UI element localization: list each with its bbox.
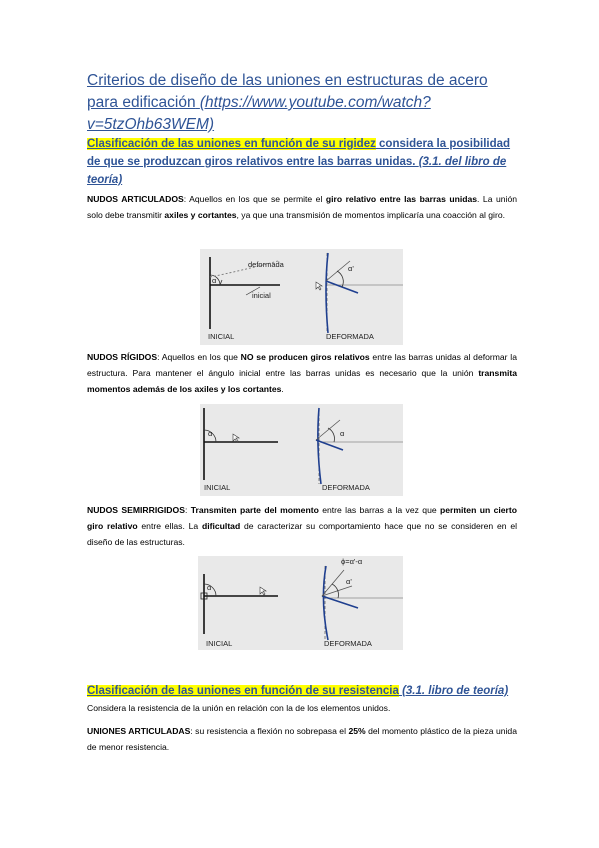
phi-formula-label: ϕ=α'-α <box>341 557 363 566</box>
text: entre ellas. La <box>137 521 203 531</box>
text: del momento plástico de la pieza unida de menor resistencia. <box>87 726 517 752</box>
paragraph-nudos-articulados <box>87 191 517 223</box>
text: . <box>281 384 284 394</box>
section-heading-ref: (3.1. del libro de teoría) <box>87 156 507 186</box>
text: : <box>184 505 191 515</box>
section-heading-rigidez <box>87 135 517 189</box>
alpha-label: α <box>207 583 212 592</box>
caption-deformada: DEFORMADA <box>326 332 374 341</box>
paragraph-nudos-semirrigidos <box>87 502 517 550</box>
alpha-label: α <box>340 429 345 438</box>
bold-text: dificultad <box>202 521 241 531</box>
caption-deformada: DEFORMADA <box>324 639 372 648</box>
text: . La unión solo debe transmitir <box>87 194 517 220</box>
deformada-label: deformada <box>248 260 284 269</box>
bold-text: Transmiten parte del momento <box>190 505 319 515</box>
section-heading-highlight: Clasificación de las uniones en función de su rigidez <box>87 138 376 150</box>
inicial-label: inicial <box>252 291 271 300</box>
alpha-prime-label: α' <box>346 577 352 586</box>
caption-deformada: DEFORMADA <box>322 483 370 492</box>
page-title <box>87 70 517 136</box>
section-heading-ref: (3.1. libro de teoría) <box>402 685 509 697</box>
figure-nudo-articulado <box>200 249 403 345</box>
text: : su resistencia a flexión no sobrepasa el <box>190 726 349 736</box>
paragraph-resistencia-intro: Considera la resistencia de la unión en relación con la de los elementos unidos. <box>87 703 391 713</box>
caption-inicial: INICIAL <box>206 639 233 648</box>
bold-text: giro relativo entre las barras unidas <box>325 194 478 204</box>
bold-text: axiles y cortantes <box>164 210 237 220</box>
label-nudos-articulados: NUDOS ARTICULADOS <box>87 194 184 204</box>
alpha-label: α <box>212 276 217 285</box>
figure-nudo-rigido <box>200 404 403 496</box>
video-link[interactable]: (https://www.youtube.com/watch?v=5tzOhb63WEM) <box>87 94 431 133</box>
alpha-label: α <box>208 429 213 438</box>
section-heading-resistencia <box>87 682 517 700</box>
caption-inicial: INICIAL <box>204 483 231 492</box>
label-uniones-articuladas: UNIONES ARTICULADAS <box>87 726 191 736</box>
paragraph-uniones-articuladas <box>87 723 517 755</box>
text: entre las barras unidas al deformar la estructura. Para mantener el ángulo inicial entre las barras unidas es necesario que la unión <box>87 352 517 378</box>
paragraph-nudos-rigidos <box>87 349 517 397</box>
text: de caracterizar su comportamiento hace que no se consideren en el diseño de las estructuras. <box>87 521 518 547</box>
alpha-prime-label: α' <box>348 264 354 273</box>
bold-text: 25% <box>348 726 366 736</box>
text: : Aquellos en los que <box>157 352 241 362</box>
bold-text: transmita momentos además de los axiles y los cortantes <box>87 368 517 394</box>
figure-nudo-semirrigido <box>198 556 403 650</box>
title-text: Criterios de diseño de las uniones en estructuras de acero para edificación <box>87 72 488 111</box>
label-nudos-semirrigidos: NUDOS SEMIRRIGIDOS <box>87 505 185 515</box>
text: entre las barras a la vez que <box>318 505 441 515</box>
label-nudos-rigidos: NUDOS RÍGIDOS <box>87 352 158 362</box>
caption-inicial: INICIAL <box>208 332 235 341</box>
text: , ya que una transmisión de momentos implicaría una coacción al giro. <box>236 210 505 220</box>
section-heading-highlight: Clasificación de las uniones en función de su resistencia <box>87 685 399 697</box>
bold-text: NO se producen giros relativos <box>240 352 370 362</box>
section-heading-rest: considera la posibilidad de que se produzcan giros relativos entre las barras unidas. <box>87 138 511 168</box>
bold-text: permiten un cierto giro relativo <box>87 505 517 531</box>
text: : Aquellos en los que se permite el <box>183 194 326 204</box>
